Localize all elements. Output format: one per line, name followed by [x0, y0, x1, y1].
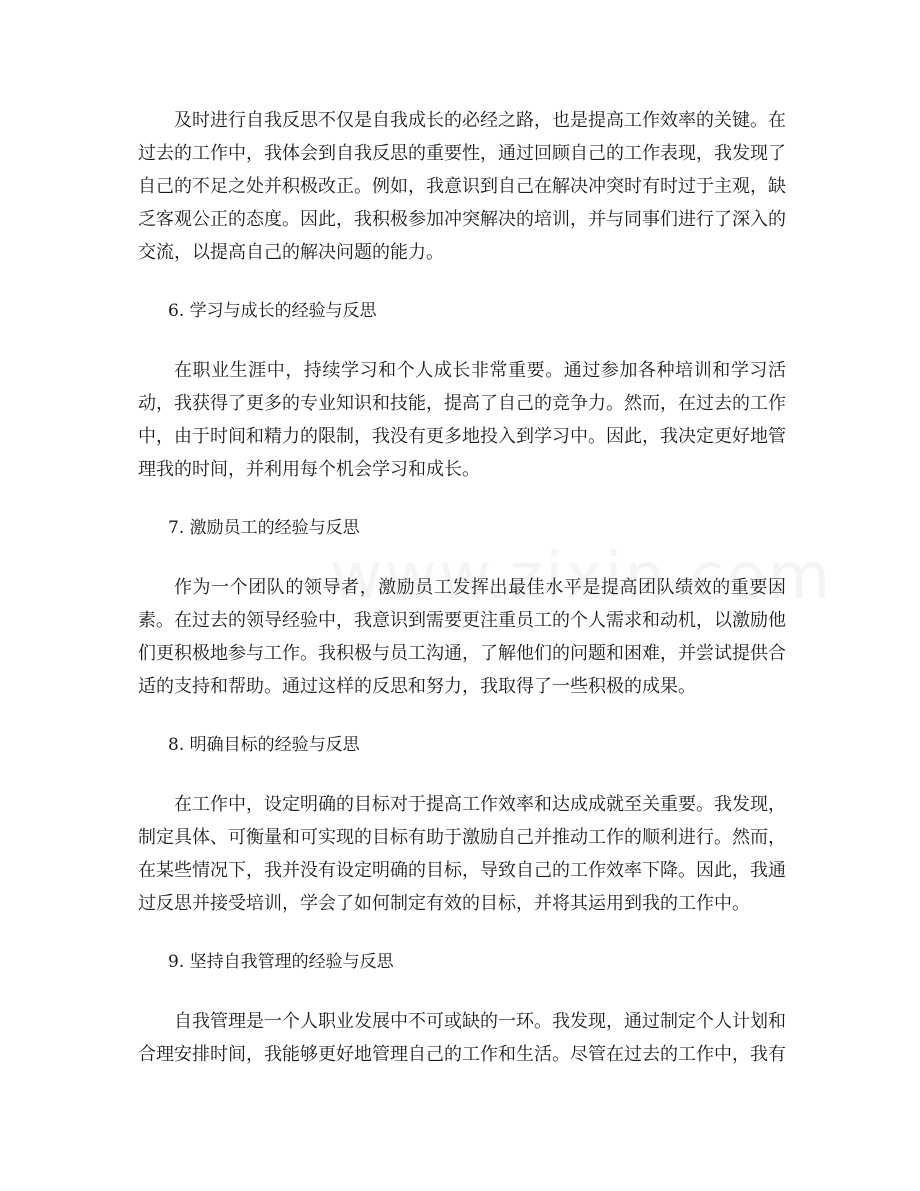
paragraph-learning-growth: 在职业生涯中，持续学习和个人成长非常重要。通过参加各种培训和学习活动，我获得了更多的专业知识和技能，提高了自己的竞争力。然而，在过去的工作中，由于时间和精力的限制，我没有更多地投入到学习中。因此，我决定更好地管理我的时间，并利用每个机会学习和成长。 — [138, 360, 786, 480]
document-page — [138, 104, 786, 1071]
section-heading-9: 9. 坚持自我管理的经验与反思 — [168, 952, 394, 972]
section-heading-7: 7. 激励员工的经验与反思 — [168, 518, 360, 538]
paragraph-self-management: 自我管理是一个人职业发展中不可或缺的一环。我发现，通过制定个人计划和合理安排时间，我能够更好地管理自己的工作和生活。尽管在过去的工作中，我有 — [138, 1011, 786, 1065]
paragraph-clear-goals: 在工作中，设定明确的目标对于提高工作效率和达成成就至关重要。我发现，制定具体、可衡量和可实现的目标有助于激励自己并推动工作的顺利进行。然而，在某些情况下，我并没有设定明确的目标，导致自己的工作效率下降。因此，我通过反思并接受培训，学会了如何制定有效的目标，并将其运用到我的工作中。 — [138, 794, 786, 914]
section-heading-8: 8. 明确目标的经验与反思 — [168, 735, 360, 755]
section-heading-6: 6. 学习与成长的经验与反思 — [168, 301, 377, 321]
paragraph-self-reflection: 及时进行自我反思不仅是自我成长的必经之路，也是提高工作效率的关键。在过去的工作中，我体会到自我反思的重要性，通过回顾自己的工作表现，我发现了自己的不足之处并积极改正。例如，我意识到自己在解决冲突时有时过于主观，缺乏客观公正的态度。因此，我积极参加冲突解决的培训，并与同事们进行了深入的交流，以提高自己的解决问题的能力。 — [138, 110, 786, 263]
paragraph-motivating-staff: 作为一个团队的领导者，激励员工发挥出最佳水平是提高团队绩效的重要因素。在过去的领导经验中，我意识到需要更注重员工的个人需求和动机，以激励他们更积极地参与工作。我积极与员工沟通，了解他们的问题和困难，并尝试提供合适的支持和帮助。通过这样的反思和努力，我取得了一些积极的成果。 — [138, 577, 786, 697]
